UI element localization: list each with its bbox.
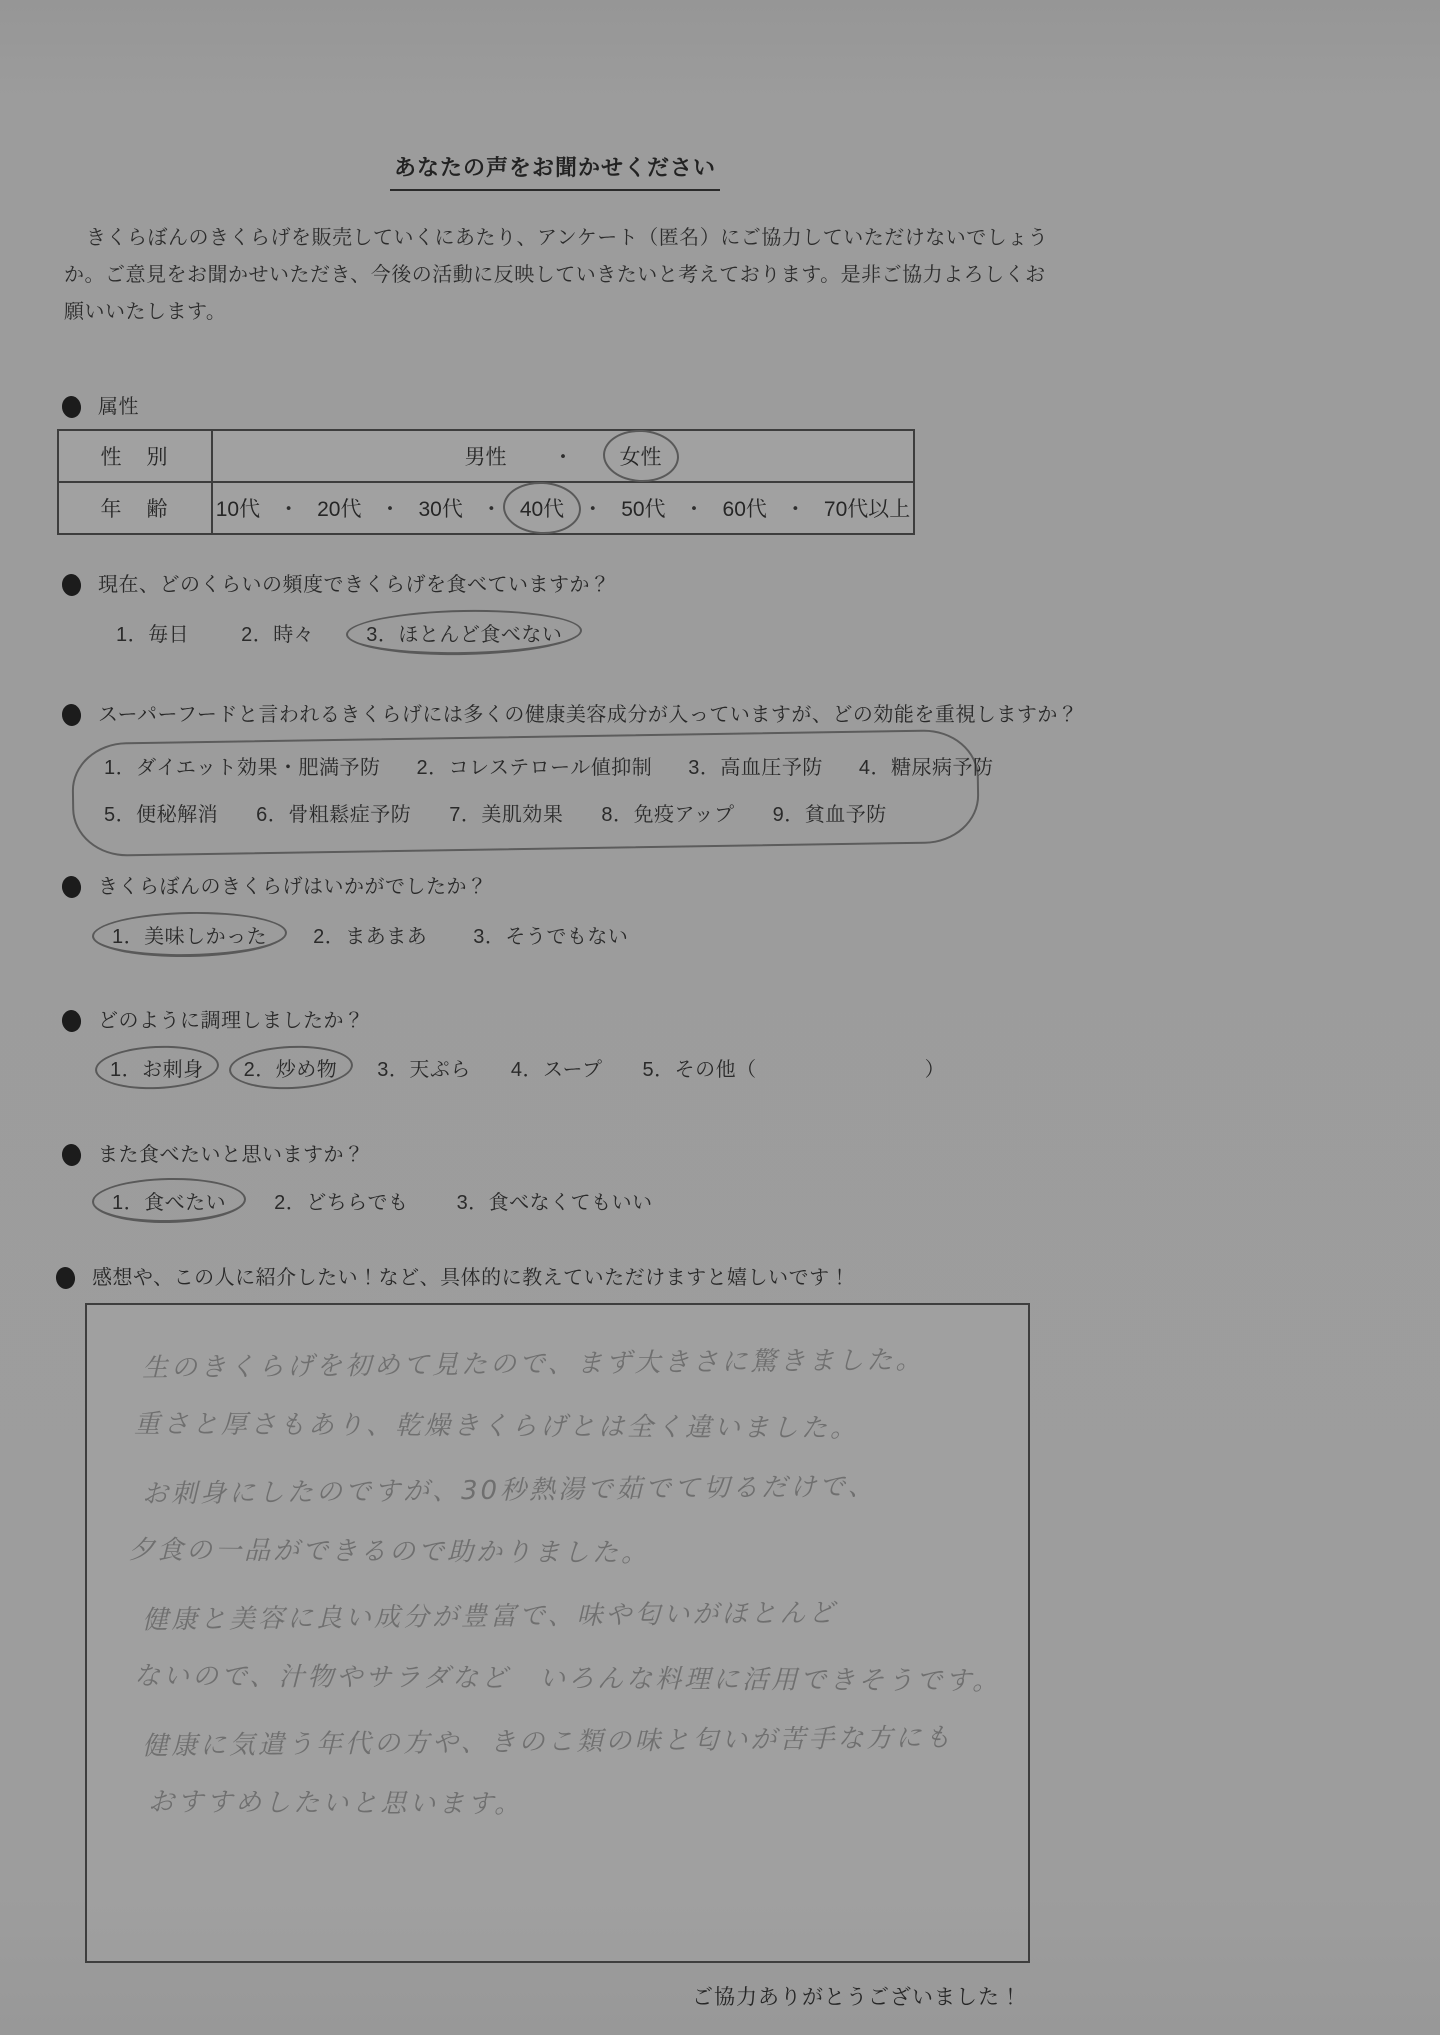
bullet-icon — [61, 875, 83, 899]
cooking-option-selected: 2．炒め物 — [240, 1052, 342, 1083]
bullet-icon — [55, 1266, 77, 1290]
taste-option-selected: 1．美味しかった — [108, 919, 271, 950]
benefits-options-line1 — [100, 750, 998, 781]
gender-option-male: 男性 — [464, 446, 507, 469]
benefit-option: 5．便秘解消 — [104, 804, 219, 826]
benefits-selection-loop — [71, 729, 980, 857]
handwritten-line: 健康に気遣う年代の方や、きのこ類の味と匂いが苦手な方にも — [141, 1722, 954, 1762]
cooking-option: 4．スープ — [510, 1059, 603, 1081]
handwritten-line: 生のきくらげを初めて見たので、まず大きさに驚きました。 — [141, 1345, 925, 1384]
benefit-option: 6．骨粗鬆症予防 — [256, 804, 412, 826]
handwritten-line: ないので、汁物やサラダなど いろんな料理に活用できそうです。 — [133, 1661, 1002, 1697]
age-option: 60代 — [722, 498, 767, 521]
separator-dot: ・ — [278, 498, 300, 521]
benefit-option: 9．貧血予防 — [772, 804, 887, 826]
handwritten-line: おすすめしたいと思います。 — [147, 1787, 524, 1820]
comments-box — [85, 1303, 1030, 1963]
cooking-options — [106, 1052, 949, 1083]
question-cooking-text: どのように調理しましたか？ — [98, 1010, 365, 1032]
gender-row-header: 性 別 — [58, 430, 212, 482]
age-row-header: 年 齢 — [58, 482, 212, 534]
age-option: 70代以上 — [823, 498, 911, 521]
age-option: 20代 — [317, 498, 362, 521]
question-frequency-text: 現在、どのくらいの頻度できくらげを食べていますか？ — [98, 574, 611, 596]
benefit-option: 4．糖尿病予防 — [858, 757, 994, 779]
attributes-heading: 属性 — [98, 396, 139, 418]
cooking-option: 3．天ぷら — [377, 1059, 471, 1081]
frequency-option: 2．時々 — [241, 624, 315, 646]
taste-options — [108, 919, 632, 950]
closing-thanks: ご協力ありがとうございました！ — [692, 1986, 1022, 2009]
again-options — [108, 1185, 657, 1216]
benefit-option: 8．免疫アップ — [601, 804, 735, 826]
again-option-selected: 1．食べたい — [108, 1185, 230, 1216]
question-benefits-text: スーパーフードと言われるきくらげには多くの健康美容成分が入っていますが、どの効能を重視しますか？ — [98, 704, 1079, 726]
taste-option: 3．そうでもない — [473, 926, 629, 948]
bullet-icon — [61, 395, 83, 419]
attributes-table — [57, 429, 915, 535]
question-again — [62, 1142, 365, 1168]
bullet-icon — [61, 703, 83, 727]
age-option: 50代 — [621, 498, 666, 521]
intro-paragraph: きくらぼんのきくらげを販売していくにあたり、アンケート（匿名）にご協力していただけないでしょうか。ご意見をお聞かせいただき、今後の活動に反映していきたいと考えております。是非ご協力よろしくお願いいたします。 — [64, 227, 1049, 323]
benefit-option: 3．高血圧予防 — [688, 757, 823, 779]
handwritten-line: お刺身にしたのですが、30秒熱湯で茹でて切るだけで、 — [141, 1471, 877, 1510]
benefit-option: 7．美肌効果 — [449, 804, 564, 826]
frequency-option-selected: 3．ほとんど食べない — [362, 617, 566, 648]
benefits-options-line2 — [100, 797, 891, 828]
separator-dot: ・ — [480, 498, 502, 521]
handwritten-line: 健康と美容に良い成分が豊富で、味や匂いがほとんど — [141, 1598, 838, 1636]
handwritten-line: 夕食の一品ができるので助かりました。 — [127, 1535, 651, 1569]
question-frequency — [62, 572, 611, 598]
taste-option: 2．まあまあ — [313, 926, 428, 948]
separator-dot: ・ — [552, 446, 574, 469]
cooking-option-other: 5．その他（ ） — [642, 1059, 946, 1081]
frequency-options — [112, 617, 566, 648]
again-option: 3．食べなくてもいい — [456, 1192, 653, 1214]
age-row — [58, 482, 914, 534]
age-option: 30代 — [418, 498, 463, 521]
question-comments-text: 感想や、この人に紹介したい！など、具体的に教えていただけますと嬉しいです！ — [92, 1267, 851, 1289]
separator-dot: ・ — [582, 498, 604, 521]
age-option: 10代 — [215, 498, 261, 521]
bullet-icon — [61, 1143, 83, 1167]
again-option: 2．どちらでも — [274, 1192, 409, 1214]
question-comments — [56, 1265, 850, 1291]
handwritten-line: 重さと厚さもあり、乾燥きくらげとは全く違いました。 — [133, 1409, 860, 1444]
question-again-text: また食べたいと思いますか？ — [98, 1144, 365, 1166]
separator-dot: ・ — [784, 498, 806, 521]
cooking-option-selected: 1．お刺身 — [106, 1052, 208, 1083]
benefit-option: 2．コレステロール値抑制 — [416, 757, 653, 779]
age-option-selected: 40代 — [516, 492, 568, 524]
question-benefits — [62, 702, 1078, 728]
separator-dot: ・ — [683, 498, 705, 521]
bullet-icon — [61, 1009, 83, 1033]
gender-row — [58, 430, 914, 482]
question-cooking — [62, 1008, 365, 1034]
gender-option-female: 女性 — [616, 440, 666, 472]
frequency-option: 1．毎日 — [116, 624, 190, 646]
question-taste-text: きくらぼんのきくらげはいかがでしたか？ — [98, 876, 488, 898]
question-taste — [62, 874, 488, 900]
attributes-section-heading — [62, 394, 139, 420]
benefit-option: 1．ダイエット効果・肥満予防 — [104, 757, 381, 779]
bullet-icon — [61, 573, 83, 597]
page-title: あなたの声をお聞かせください — [60, 151, 1050, 191]
separator-dot: ・ — [379, 498, 401, 521]
